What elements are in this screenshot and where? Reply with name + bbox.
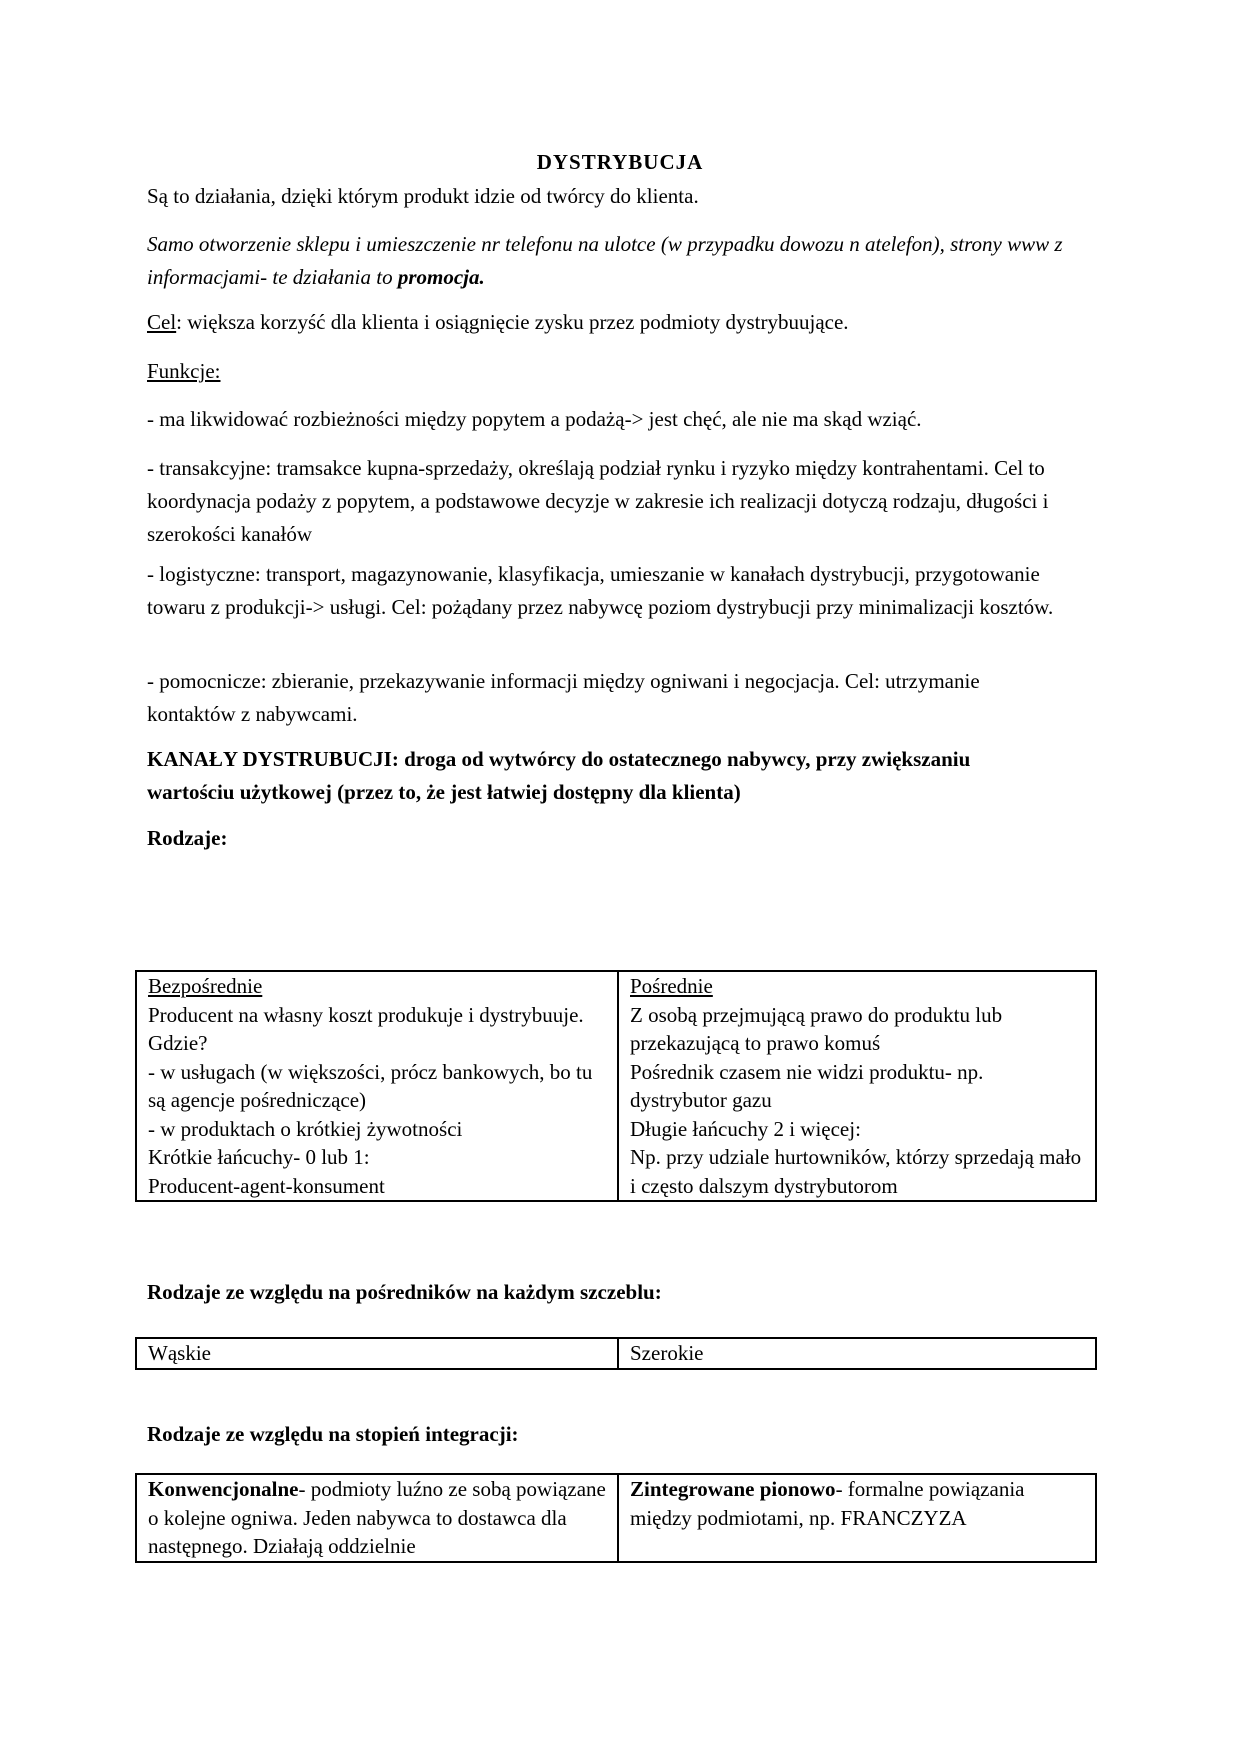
function-item-4: - pomocnicze: zbieranie, przekazywanie informacji między ogniwani i negocjacja. Cel: utrzymanie kontaktów z nabywcami. — [147, 669, 980, 726]
direct-channels-cell — [136, 971, 618, 1201]
integration-table — [135, 1473, 1097, 1563]
indirect-line: Pośrednik czasem nie widzi produktu- np. dystrybutor gazu — [630, 1059, 984, 1112]
types-heading: Rodzaje: — [147, 826, 228, 850]
functions-heading: Funkcje: — [147, 359, 221, 383]
document-title: DYSTRYBUCJA — [536, 150, 704, 174]
indirect-line: Np. przy udziale hurtowników, którzy sprzedają mało i często dalszym dystrybutorom — [630, 1145, 1082, 1198]
conventional-text: - podmioty luźno ze sobą powiązane o kolejne ogniwa. Jeden nabywca to dostawca dla następnego. Działają oddzielnie — [148, 1477, 606, 1558]
direct-line: Producent-agent-konsument — [148, 1173, 385, 1198]
goal-text: : większa korzyść dla klienta i osiągnięcie zysku przez podmioty dystrybuujące. — [176, 310, 849, 334]
table-row — [136, 1338, 1096, 1369]
vertical-integration-cell — [618, 1474, 1096, 1562]
indirect-line: Z osobą przejmującą prawo do produktu lub przekazującą to prawo komuś — [630, 1002, 1003, 1055]
promotion-note — [147, 228, 1087, 294]
table-row — [136, 971, 1096, 1201]
function-item-1: - ma likwidować rozbieżności między popytem a podażą-> jest chęć, ale nie ma skąd wziąć. — [147, 407, 922, 431]
narrow-cell: Wąskie — [136, 1338, 618, 1369]
promotion-note-text: Samo otworzenie sklepu i umieszczenie nr telefonu na ulotce (w przypadku dowozu n atelefon), strony www z informacjami- te działania to — [147, 232, 1063, 289]
direct-line: Gdzie? — [148, 1031, 208, 1055]
integration-heading: Rodzaje ze względu na stopień integracji: — [147, 1422, 519, 1446]
goal-paragraph — [147, 306, 1087, 339]
intermediaries-heading: Rodzaje ze względu na pośredników na każdym szczeblu: — [147, 1280, 662, 1304]
direct-line: Producent na własny koszt produkuje i dystrybuuje. — [148, 1002, 584, 1027]
function-item-2: - transakcyjne: tramsakce kupna-sprzedaży, określają podział rynku i ryzyko między kontrahentami. Cel to koordynacja podaży z popytem, a podstawowe decyzje w zakresie ich realizacji dotyczą rodzaju, długości i szerokości kanałów — [147, 456, 1049, 546]
vertical-integration-text: - formalne powiązania między podmiotami, np. FRANCZYZA — [630, 1477, 1025, 1530]
indirect-title: Pośrednie — [630, 974, 713, 998]
indirect-line: Długie łańcuchy 2 i więcej: — [630, 1116, 861, 1141]
conventional-cell — [136, 1474, 618, 1562]
indirect-channels-cell — [618, 971, 1096, 1201]
function-item-3: - logistyczne: transport, magazynowanie, klasyfikacja, umieszanie w kanałach dystrybucji, przygotowanie towaru z produkcji-> usługi. Cel: pożądany przez nabywcę poziom dystrybucji przy minimalizacji kosztów. — [147, 562, 1054, 619]
channels-heading: KANAŁY DYSTRUBUCJI: droga od wytwórcy do ostatecznego nabywcy, przy zwiększaniu wartościu użytkowej (przez to, że jest łatwiej dostępny dla klienta) — [147, 747, 971, 804]
direct-line: Krótkie łańcuchy- 0 lub 1: — [148, 1145, 370, 1169]
intro-paragraph: Są to działania, dzięki którym produkt idzie od twórcy do klienta. — [147, 184, 699, 208]
wide-cell: Szerokie — [618, 1338, 1096, 1369]
table-row — [136, 1474, 1096, 1562]
direct-title: Bezpośrednie — [148, 974, 263, 998]
direct-line: - w produktach o krótkiej żywotności — [148, 1116, 463, 1141]
vertical-integration-label: Zintegrowane pionowo — [630, 1477, 836, 1501]
goal-label: Cel — [147, 310, 177, 334]
promotion-keyword: promocja. — [397, 265, 485, 289]
intermediaries-table — [135, 1337, 1097, 1370]
channel-types-table — [135, 970, 1097, 1202]
direct-line: - w usługach (w większości, prócz bankowych, bo tu są agencje pośredniczące) — [148, 1059, 593, 1112]
conventional-label: Konwencjonalne — [148, 1477, 299, 1501]
